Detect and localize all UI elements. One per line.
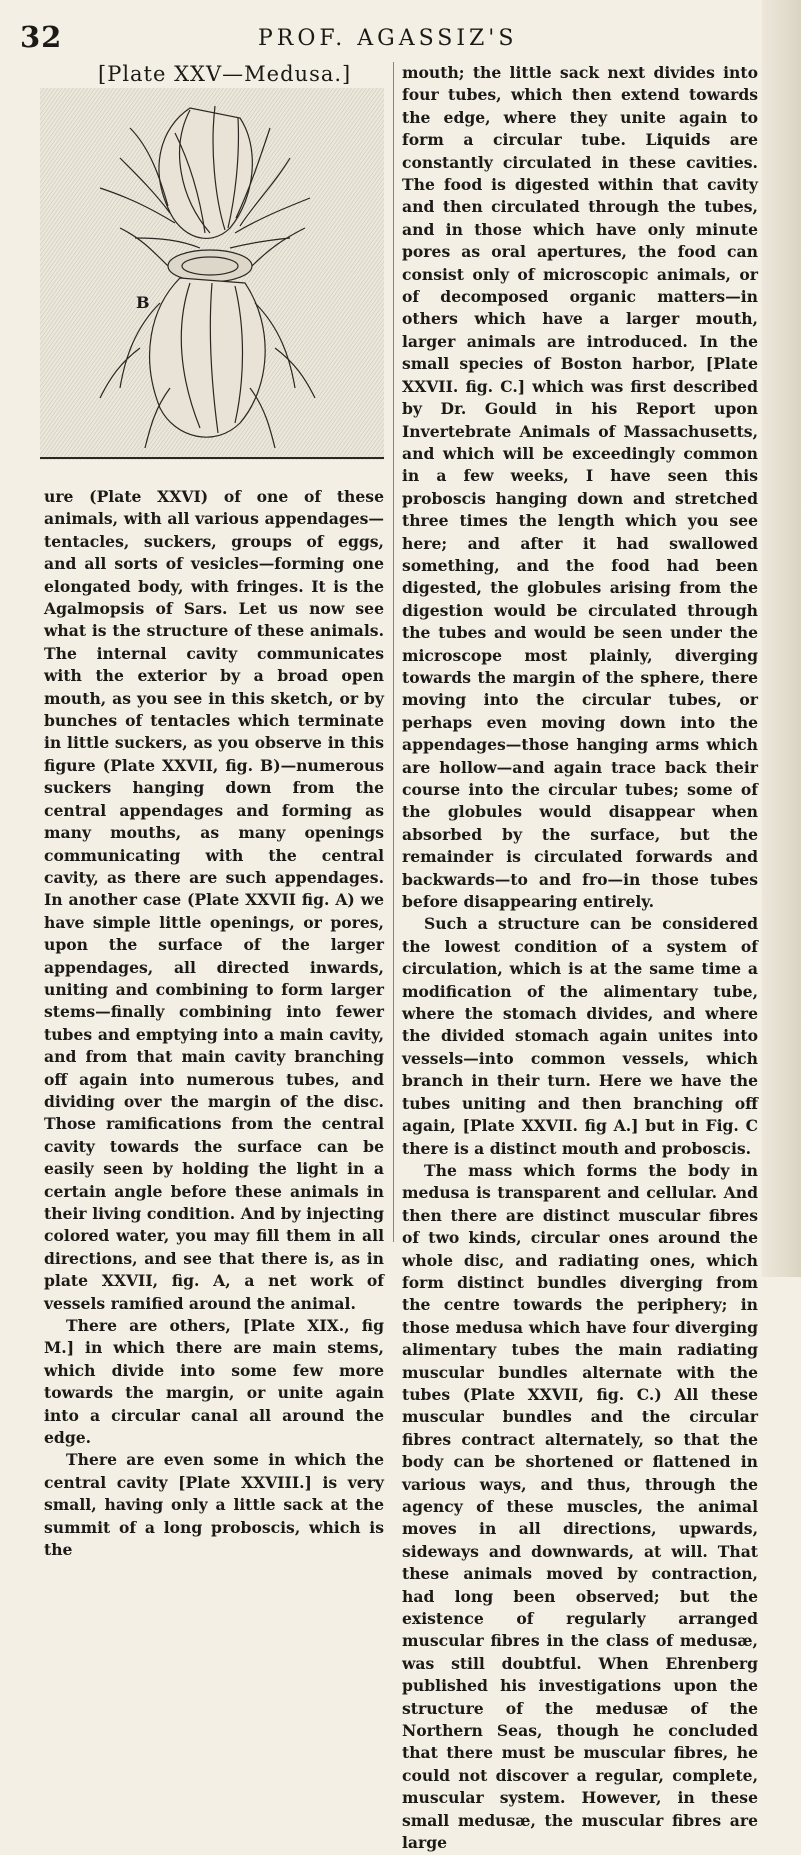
column-divider xyxy=(393,62,394,1242)
paragraph: Such a structure can be considered the lowest condition of a system of circulation, which is at the same time a modification of the alimentary tube, where the stomach divides, and where the divided stomach again unites into vessels—into common vessels, which branch in their turn. Here we have the tubes uniting and then branching off again, [Plate XXVII. fig A.] but in Fig. C there is a distinct mouth and proboscis. xyxy=(402,914,758,1158)
page-number: 32 xyxy=(20,20,63,54)
paragraph: There are others, [Plate XIX., fig M.] in which there are main stems, which divide into some few more towards the margin, or unite again into a circular canal all around the edge. xyxy=(44,1316,384,1448)
right-column xyxy=(402,62,758,1855)
paragraph: The mass which forms the body in medusa is transparent and cellular. And then there are distinct muscular fibres of two kinds, circular ones around the whole disc, and radiating ones, which form distinct bundles diverging from the centre towards the periphery; in those medusa which have four diverging alimentary tubes the main radiating muscular bundles alternate with the tubes (Plate XXVII, fig. C.) All these muscular bundles and the circular fibres contract alternately, so that the body can be shortened or flattened in various ways, and thus, through the agency of these muscles, the animal moves in all directions, upwards, sideways and downwards, at will. That these animals moved by contraction, had long been observed; but the existence of regularly arranged muscular fibres in the class of medusæ, was still doubtful. When Ehrenberg published his investigations upon the structure of the medusæ of the Northern Seas, though he concluded that there must be muscular fibres, he could not discover a regular, complete, muscular system. However, in these small medusæ, the muscular fibres are large xyxy=(402,1160,758,1853)
page-edge-shadow xyxy=(762,0,801,1277)
running-head: PROF. AGASSIZ'S xyxy=(258,26,518,51)
plate-caption: [Plate XXV—Medusa.] xyxy=(98,62,352,86)
medusa-illustration xyxy=(40,88,384,460)
page-header xyxy=(0,14,801,54)
left-column xyxy=(44,486,384,1562)
paragraph: mouth; the little sack next divides into four tubes, which then extend towards the edge, where they unite again to form a circular tube. Liquids are constantly circulated in these cavities. The food is digested within that cavity and then circulated through the tubes, and in those which have only minute pores as oral apertures, the food can consist only of microscopic animals, or of decomposed organic matters—in others which have a larger mouth, larger animals are introduced. In the small species of Boston harbor, [Plate XXVII. fig. C.] which was first described by Dr. Gould in his Report upon Invertebrate Animals of Massachusetts, and which will be exceedingly common in a few weeks, I have seen this proboscis hanging down and stretched three times the length which you see here; and after it had swallowed something, and the food had been digested, the globules arising from the digestion would be circulated through the tubes and would be seen under the microscope most plainly, diverging towards the margin of the sphere, there moving into the circular tubes, or perhaps even moving down into the appendages—those hanging arms which are hollow—and again trace back their course into the circular tubes; some of the globules would disappear when absorbed by the surface, but the remainder is circulated forwards and backwards—to and fro—in those tubes before disappearing entirely. xyxy=(402,63,758,912)
paragraph: ure (Plate XXVI) of one of these animals, with all various appendages—tentacles, suckers, groups of eggs, and all sorts of vesicles—forming one elongated body, with fringes. It is the Agalmopsis of Sars. Let us now see what is the structure of these animals. The internal cavity communicates with the exterior by a broad open mouth, as you see in this sketch, or by bunches of tentacles which terminate in little suckers, as you observe in this figure (Plate XXVII, fig. B)—numerous suckers hanging down from the central appendages and forming as many mouths, as many openings communicating with the central cavity, as there are such appendages. In another case (Plate XXVII fig. A) we have simple little openings, or pores, upon the surface of the larger appendages, all directed inwards, uniting and combining to form larger stems—finally combining into fewer tubes and emptying into a main cavity, and from that main cavity branching off again into numerous tubes, and dividing over the margin of the disc. Those ramifications from the central cavity towards the surface can be easily seen by holding the light in a certain angle before these animals in their living condition. And by injecting colored water, you may fill them in all directions, and see that there is, as in plate XXVII, fig. A, a net work of vessels ramified around the animal. xyxy=(44,487,384,1313)
figure-label-b: B xyxy=(136,293,150,312)
medusa-engraving xyxy=(40,88,384,460)
paragraph: There are even some in which the central cavity [Plate XXVIII.] is very small, having only a little sack at the summit of a long proboscis, which is the xyxy=(44,1450,384,1560)
